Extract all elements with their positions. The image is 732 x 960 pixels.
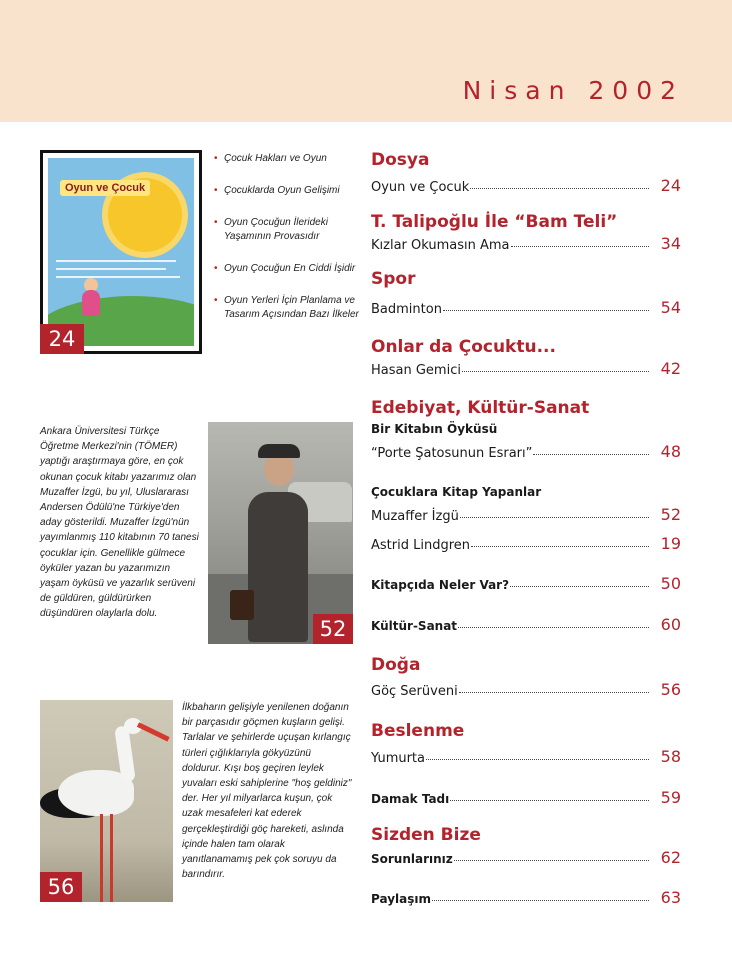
toc-entry-label: Astrid Lindgren <box>371 538 470 553</box>
toc-entry-label: Yumurta <box>371 751 425 766</box>
leader-dots <box>432 900 649 901</box>
leader-dots <box>460 517 649 518</box>
cover-text-line <box>56 268 166 270</box>
toc-entry[interactable] <box>371 747 681 766</box>
cover-title: Oyun ve Çocuk <box>60 180 150 196</box>
toc-entry[interactable] <box>371 298 681 317</box>
leader-dots <box>470 188 649 189</box>
toc-entry-label: Oyun ve Çocuk <box>371 180 470 195</box>
section-heading-talipoglu: T. Talipoğlu İle “Bam Teli” <box>371 212 618 232</box>
section-heading-dosya: Dosya <box>371 150 430 170</box>
leader-dots <box>510 586 649 587</box>
list-item: • Çocuk Hakları ve Oyun <box>214 152 364 166</box>
toc-entry-label: Badminton <box>371 302 442 317</box>
toc-page-number: 63 <box>660 888 681 907</box>
section-heading-beslenme: Beslenme <box>371 721 465 741</box>
page-badge-24: 24 <box>40 324 84 354</box>
toc-page-number: 62 <box>660 848 681 867</box>
toc-entry[interactable] <box>371 505 681 524</box>
list-item: • Oyun Çocuğun En Ciddi İşidir <box>214 262 364 276</box>
section-heading-spor: Spor <box>371 269 416 289</box>
list-item: • Çocuklarda Oyun Gelişimi <box>214 184 364 198</box>
toc-entry[interactable] <box>371 359 681 378</box>
section-heading-edebiyat: Edebiyat, Kültür-Sanat <box>371 398 590 418</box>
cover-illustration <box>48 158 194 346</box>
toc-entry-label: Göç Serüveni <box>371 684 458 699</box>
toc-entry-label: Sorunlarınız <box>371 852 453 866</box>
toc-entry-label: Muzaffer İzgü <box>371 509 459 524</box>
section-heading-sizden-bize: Sizden Bize <box>371 825 481 845</box>
toc-entry[interactable] <box>371 534 681 553</box>
toc-page-number: 42 <box>660 359 681 378</box>
list-item: • Oyun Çocuğun İlerideki Yaşamının Provasıdır <box>214 216 364 244</box>
toc-entry[interactable] <box>371 615 681 634</box>
toc-page-number: 54 <box>660 298 681 317</box>
toc-entry[interactable] <box>371 442 681 461</box>
cover-text-line <box>56 276 180 278</box>
stork-summary: İlkbaharın gelişiyle yenilenen doğanın bir parçasıdır göçmen kuşların gelişi. Tarlalar ve şehirlerde uçuşan kırlangıç türleri çığlıklarıyla gökyüzünü doldurur. Kışı boş geçiren leylek yuvaları eski sahiplerine "hoş geldiniz" der. Her yıl milyarlarca kuşun, çok uzak mesafeleri kat ederek gerçekleştirdiği göç hareketi, aslında içinde halen tam olarak yanıtlanamamış pek çok soruyu da barındırır. <box>182 702 352 881</box>
stork-leg <box>110 814 113 902</box>
leader-dots <box>458 627 649 628</box>
subheading-kitap-oykusu: Bir Kitabın Öyküsü <box>371 422 498 436</box>
stork-beak <box>137 722 170 741</box>
leader-dots <box>443 310 649 311</box>
leader-dots <box>533 454 649 455</box>
section-heading-onlar: Onlar da Çocuktu... <box>371 337 556 357</box>
leader-dots <box>454 860 649 861</box>
toc-entry-label: Damak Tadı <box>371 792 450 806</box>
subheading-kitap-yapanlar: Çocuklara Kitap Yapanlar <box>371 485 542 499</box>
author-photo[interactable] <box>208 422 353 644</box>
hat-shape <box>258 444 300 458</box>
stork-leg <box>100 814 103 902</box>
toc-entry-label: Kitapçıda Neler Var? <box>371 578 510 592</box>
toc-entry-label: Kültür-Sanat <box>371 619 458 633</box>
briefcase-icon <box>230 590 254 620</box>
toc-page-number: 19 <box>660 534 681 553</box>
list-item: • Oyun Yerleri İçin Planlama ve Tasarım Açısından Bazı İlkeler <box>214 294 364 322</box>
toc-page-number: 48 <box>660 442 681 461</box>
toc-entry[interactable] <box>371 680 681 699</box>
toc-entry[interactable] <box>371 788 681 807</box>
cover-text-line <box>56 260 176 262</box>
leader-dots <box>450 800 649 801</box>
toc-page-number: 59 <box>660 788 681 807</box>
toc-entry-label: Kızlar Okumasın Ama <box>371 238 510 253</box>
toc-entry-label: “Porte Şatosunun Esrarı” <box>371 446 533 461</box>
cover-topics-list <box>214 152 364 340</box>
leader-dots <box>459 692 649 693</box>
toc-entry-label: Paylaşım <box>371 892 431 906</box>
coat-shape <box>248 492 308 642</box>
page-badge-52: 52 <box>313 614 353 644</box>
leader-dots <box>462 371 649 372</box>
toc-entry-label: Hasan Gemici <box>371 363 461 378</box>
toc-entry[interactable] <box>371 848 681 867</box>
toc-page-number: 60 <box>660 615 681 634</box>
izgu-summary: Ankara Üniversitesi Türkçe Öğretme Merkezi'nin (TÖMER) yaptığı araştırmaya göre, en çok okunan çocuk kitabı yazarımız olan Muzaffer İzgü, bu yıl, Uluslararası Andersen Ödülü'ne Türkiye'den aday gösterildi. Muzaffer İzgü'nün yayımlanmış 110 kitabının 70 tanesi çocuklar için. Genellikle gülmece öyküler yazan bu yazarımızın yaşam öyküsü ve yazarlık serüveni de güldüren, güldürürken düşündüren olaylarla dolu. <box>40 426 199 620</box>
toc-page-number: 24 <box>660 176 681 195</box>
toc-entry[interactable] <box>371 888 681 907</box>
header-band <box>0 0 732 122</box>
toc-entry[interactable] <box>371 176 681 195</box>
section-heading-doga: Doğa <box>371 655 421 675</box>
toc-page-number: 52 <box>660 505 681 524</box>
toc-entry[interactable] <box>371 234 681 253</box>
leader-dots <box>511 246 649 247</box>
issue-date: Nisan 2002 <box>462 76 684 105</box>
leader-dots <box>471 546 649 547</box>
toc-entry[interactable] <box>371 574 681 593</box>
toc-page-number: 58 <box>660 747 681 766</box>
toc-page-number: 34 <box>660 234 681 253</box>
page-badge-56: 56 <box>40 872 82 902</box>
child-figure <box>82 290 100 316</box>
toc-page-number: 56 <box>660 680 681 699</box>
leader-dots <box>426 759 649 760</box>
toc-page-number: 50 <box>660 574 681 593</box>
